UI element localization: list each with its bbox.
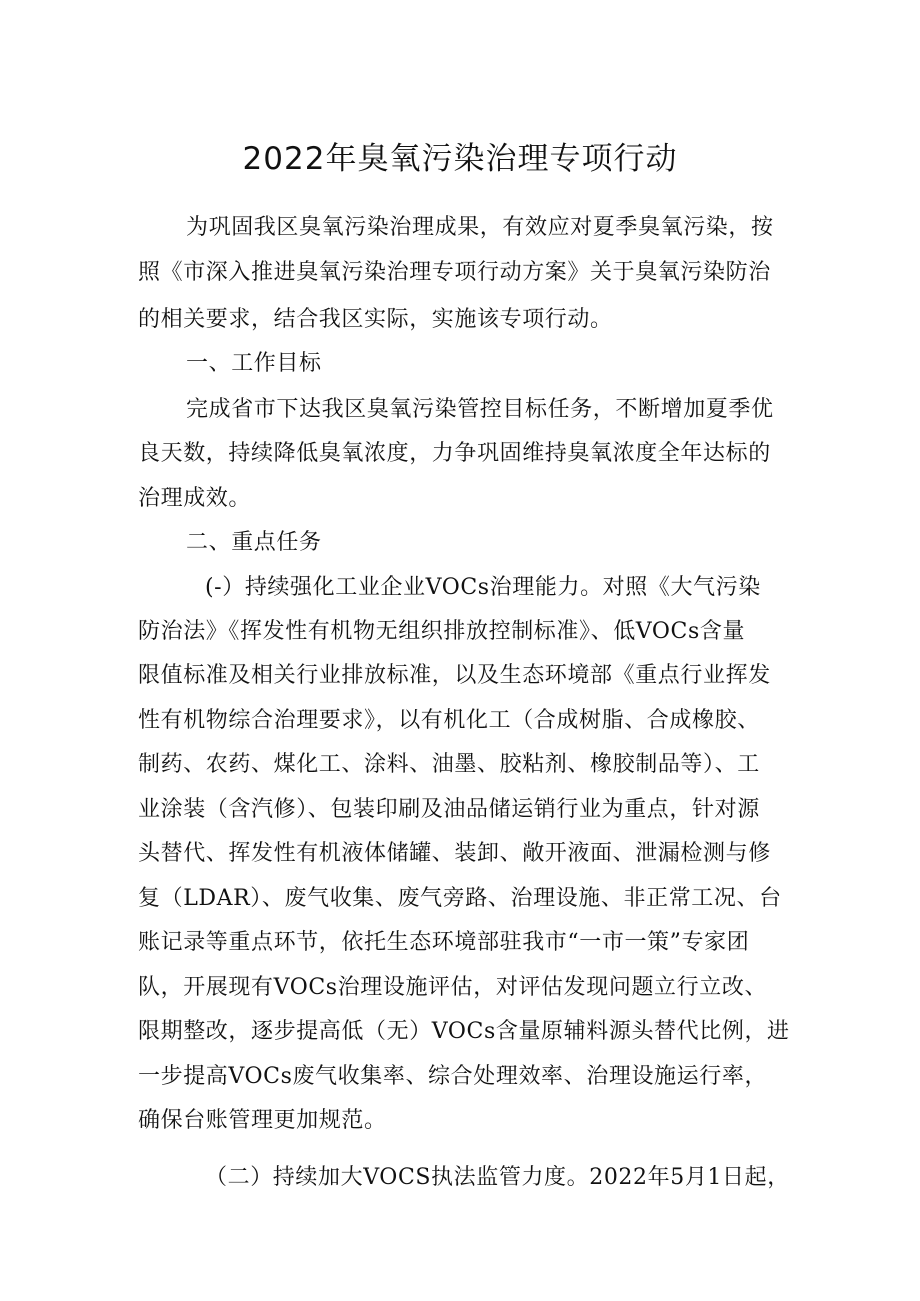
paragraph-line: 限期整改，逐步提高低（无）VOCs含量原辅料源头替代比例，进 — [138, 1019, 790, 1044]
paragraph-line: 为巩固我区臭氧污染治理成果，有效应对夏季臭氧污染，按 — [186, 215, 774, 240]
paragraph-line: 性有机物综合治理要求》，以有机化工（合成树脂、合成橡胶、 — [138, 708, 760, 733]
paragraph-line: 照《市深入推进臭氧污染治理专项行动方案》关于臭氧污染防治 — [138, 260, 771, 285]
paragraph-line: 防治法》《挥发性有机物无组织排放控制标准》、低VOCs含量 — [138, 619, 746, 644]
paragraph-line: 业涂装（含汽修）、包装印刷及油品储运销行业为重点，针对源 — [138, 797, 760, 822]
paragraph-line: 队，开展现有VOCs治理设施评估，对评估发现问题立行立改、 — [138, 975, 768, 1000]
paragraph-line: 复（LDAR）、废气收集、废气旁路、治理设施、非正常工况、台 — [138, 886, 782, 911]
paragraph-line: (-）持续强化工业企业VOCs治理能力。对照《大气污染 — [205, 575, 761, 600]
paragraph-line: 制药、农药、煤化工、涂料、油墨、胶粘剂、橡胶制品等）、工 — [138, 752, 760, 777]
paragraph-line: 的相关要求，结合我区实际，实施该专项行动。 — [138, 307, 613, 332]
paragraph-line: 账记录等重点环节，依托生态环境部驻我市“一市一策”专家团 — [138, 930, 750, 955]
section-heading: 二、重点任务 — [186, 530, 322, 555]
section-heading: 一、工作目标 — [186, 351, 322, 376]
paragraph-line: 确保台账管理更加规范。 — [138, 1108, 387, 1133]
paragraph-line: 一步提高VOCs废气收集率、综合处理效率、治理设施运行率， — [138, 1064, 768, 1089]
paragraph-line: 头替代、挥发性有机液体储罐、装卸、敞开液面、泄漏检测与修 — [138, 841, 771, 866]
document-title: 2022年臭氧污染治理专项行动 — [242, 141, 678, 177]
paragraph-line: 治理成效。 — [138, 486, 252, 511]
paragraph-line: 良天数，持续降低臭氧浓度，力争巩固维持臭氧浓度全年达标的 — [138, 441, 771, 466]
paragraph-line: （二）持续加大VOCS执法监管力度。2022年5月1日起， — [205, 1165, 790, 1190]
paragraph-line: 完成省市下达我区臭氧污染管控目标任务，不断增加夏季优 — [186, 397, 774, 422]
paragraph-line: 限值标准及相关行业排放标准，以及生态环境部《重点行业挥发 — [138, 663, 771, 688]
